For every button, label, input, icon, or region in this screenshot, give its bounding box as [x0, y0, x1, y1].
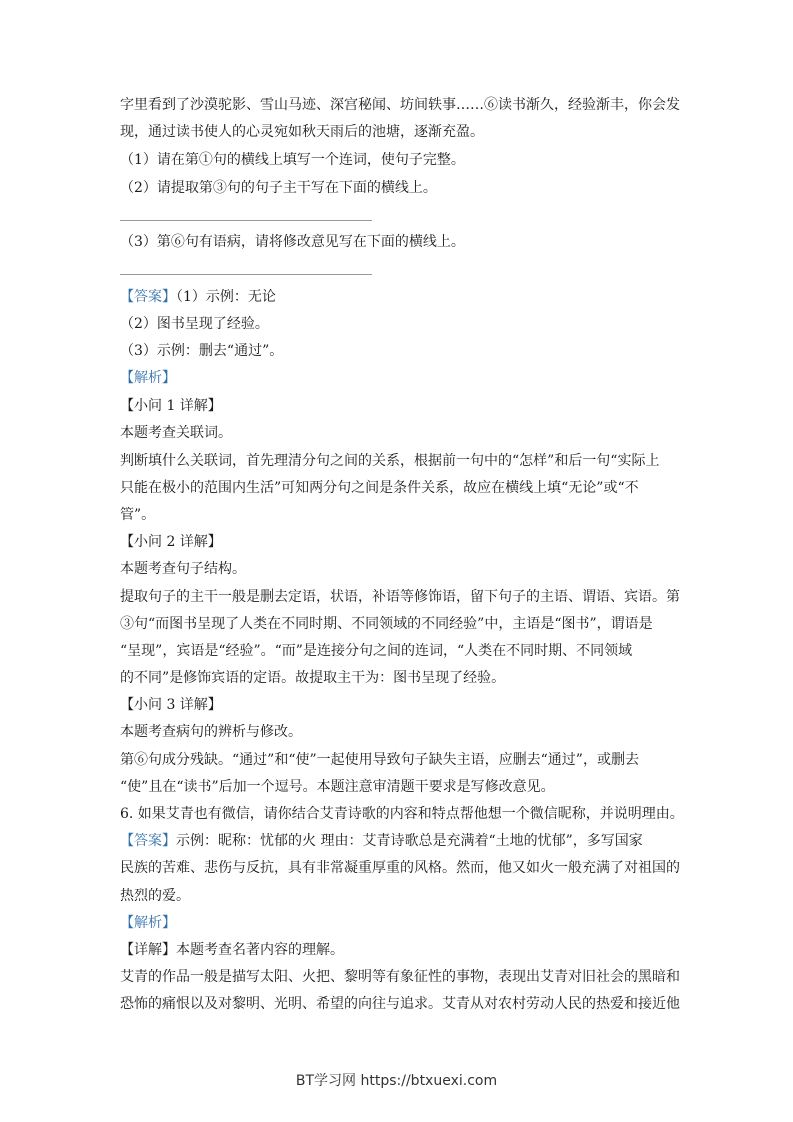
text-line: ③句“而图书呈现了人类在不同时期、不同领域的不同经验”中，主语是“图书”，谓语是 [120, 616, 653, 632]
text-line: 的不同”是修饰宾语的定语。故提取主干为：图书呈现了经验。 [120, 670, 506, 686]
text-line: 热烈的爱。 [120, 888, 190, 904]
text-line: 民族的苦难、悲伤与反抗，具有非常凝重厚重的风格。然而，他又如火一般充满了对祖国的 [120, 860, 680, 876]
detail-line: 【详解】本题考查名著内容的理解。 [120, 942, 344, 958]
analysis-tag: 【解析】 [120, 915, 176, 931]
answer-blank-line [120, 220, 372, 221]
question-1: （1）请在第①句的横线上填写一个连词，使句子完整。 [120, 152, 465, 168]
text-line: 判断填什么关联词，首先理清分句之间的关系，根据前一句中的“怎样”和后一句“实际上 [120, 453, 660, 469]
footer-watermark: BT学习网 https://btxuexi.com [295, 1073, 498, 1089]
text-line: 第⑥句成分残缺。“通过”和“使”一起使用导致句子缺失主语，应删去“通过”，或删去 [120, 752, 639, 768]
text-line: 本题考查关联词。 [120, 425, 232, 441]
text-line: “使”且在“读书”后加一个逗号。本题注意审清题干要求是写修改意见。 [120, 779, 555, 795]
text-line: “呈现”，宾语是“经验”。“而”是连接分句之间的连词，“人类在不同时期、不同领域 [120, 643, 633, 659]
text-line: 字里看到了沙漠驼影、雪山马迹、深宫秘闻、坊间轶事……⑥读书渐久，经验渐丰，你会发 [120, 97, 680, 113]
text-line: 提取句子的主干一般是删去定语，状语，补语等修饰语，留下句子的主语、谓语、宾语。第 [120, 589, 680, 605]
text-line: 现，通过读书使人的心灵宛如秋天雨后的池塘，逐渐充盈。 [120, 124, 484, 140]
answer-tag: 【答案】 [120, 289, 176, 305]
sub-heading: 【小问 2 详解】 [120, 534, 222, 550]
answer-blank-line [120, 274, 372, 275]
answer-line: （3）示例：删去“通过”。 [120, 343, 284, 359]
text-line: 只能在极小的范围内生活”可知两分句之间是条件关系，故应在横线上填“无论”或“不 [120, 480, 639, 496]
sub-heading: 【小问 1 详解】 [120, 398, 222, 414]
question-2: （2）请提取第③句的句子主干写在下面的横线上。 [120, 180, 437, 196]
answer-line: 【答案】示例：昵称：忧郁的火 理由：艾青诗歌总是充满着“土地的忧郁”，多写国家 [120, 833, 643, 849]
answer-line: 【答案】（1）示例：无论 [120, 289, 276, 305]
text-line: 本题考查病句的辨析与修改。 [120, 724, 302, 740]
detail-tag: 【详解】 [120, 942, 176, 958]
question-6: 6. 如果艾青也有微信，请你结合艾青诗歌的内容和特点帮他想一个微信昵称，并说明理由。 [120, 806, 684, 822]
text-line: 管”。 [120, 507, 156, 523]
question-3: （3）第⑥句有语病，请将修改意见写在下面的横线上。 [120, 234, 465, 250]
text-line: 艾青的作品一般是描写太阳、火把、黎明等有象征性的事物，表现出艾青对旧社会的黑暗和 [120, 969, 680, 985]
text-line: 本题考查句子结构。 [120, 561, 246, 577]
answer-tag: 【答案】 [120, 833, 176, 849]
answer-line: （2）图书呈现了经验。 [120, 316, 269, 332]
sub-heading: 【小问 3 详解】 [120, 697, 222, 713]
text-line: 恐怖的痛恨以及对黎明、光明、希望的向往与追求。艾青从对农村劳动人民的热爱和接近他 [120, 996, 680, 1012]
analysis-tag: 【解析】 [120, 370, 176, 386]
